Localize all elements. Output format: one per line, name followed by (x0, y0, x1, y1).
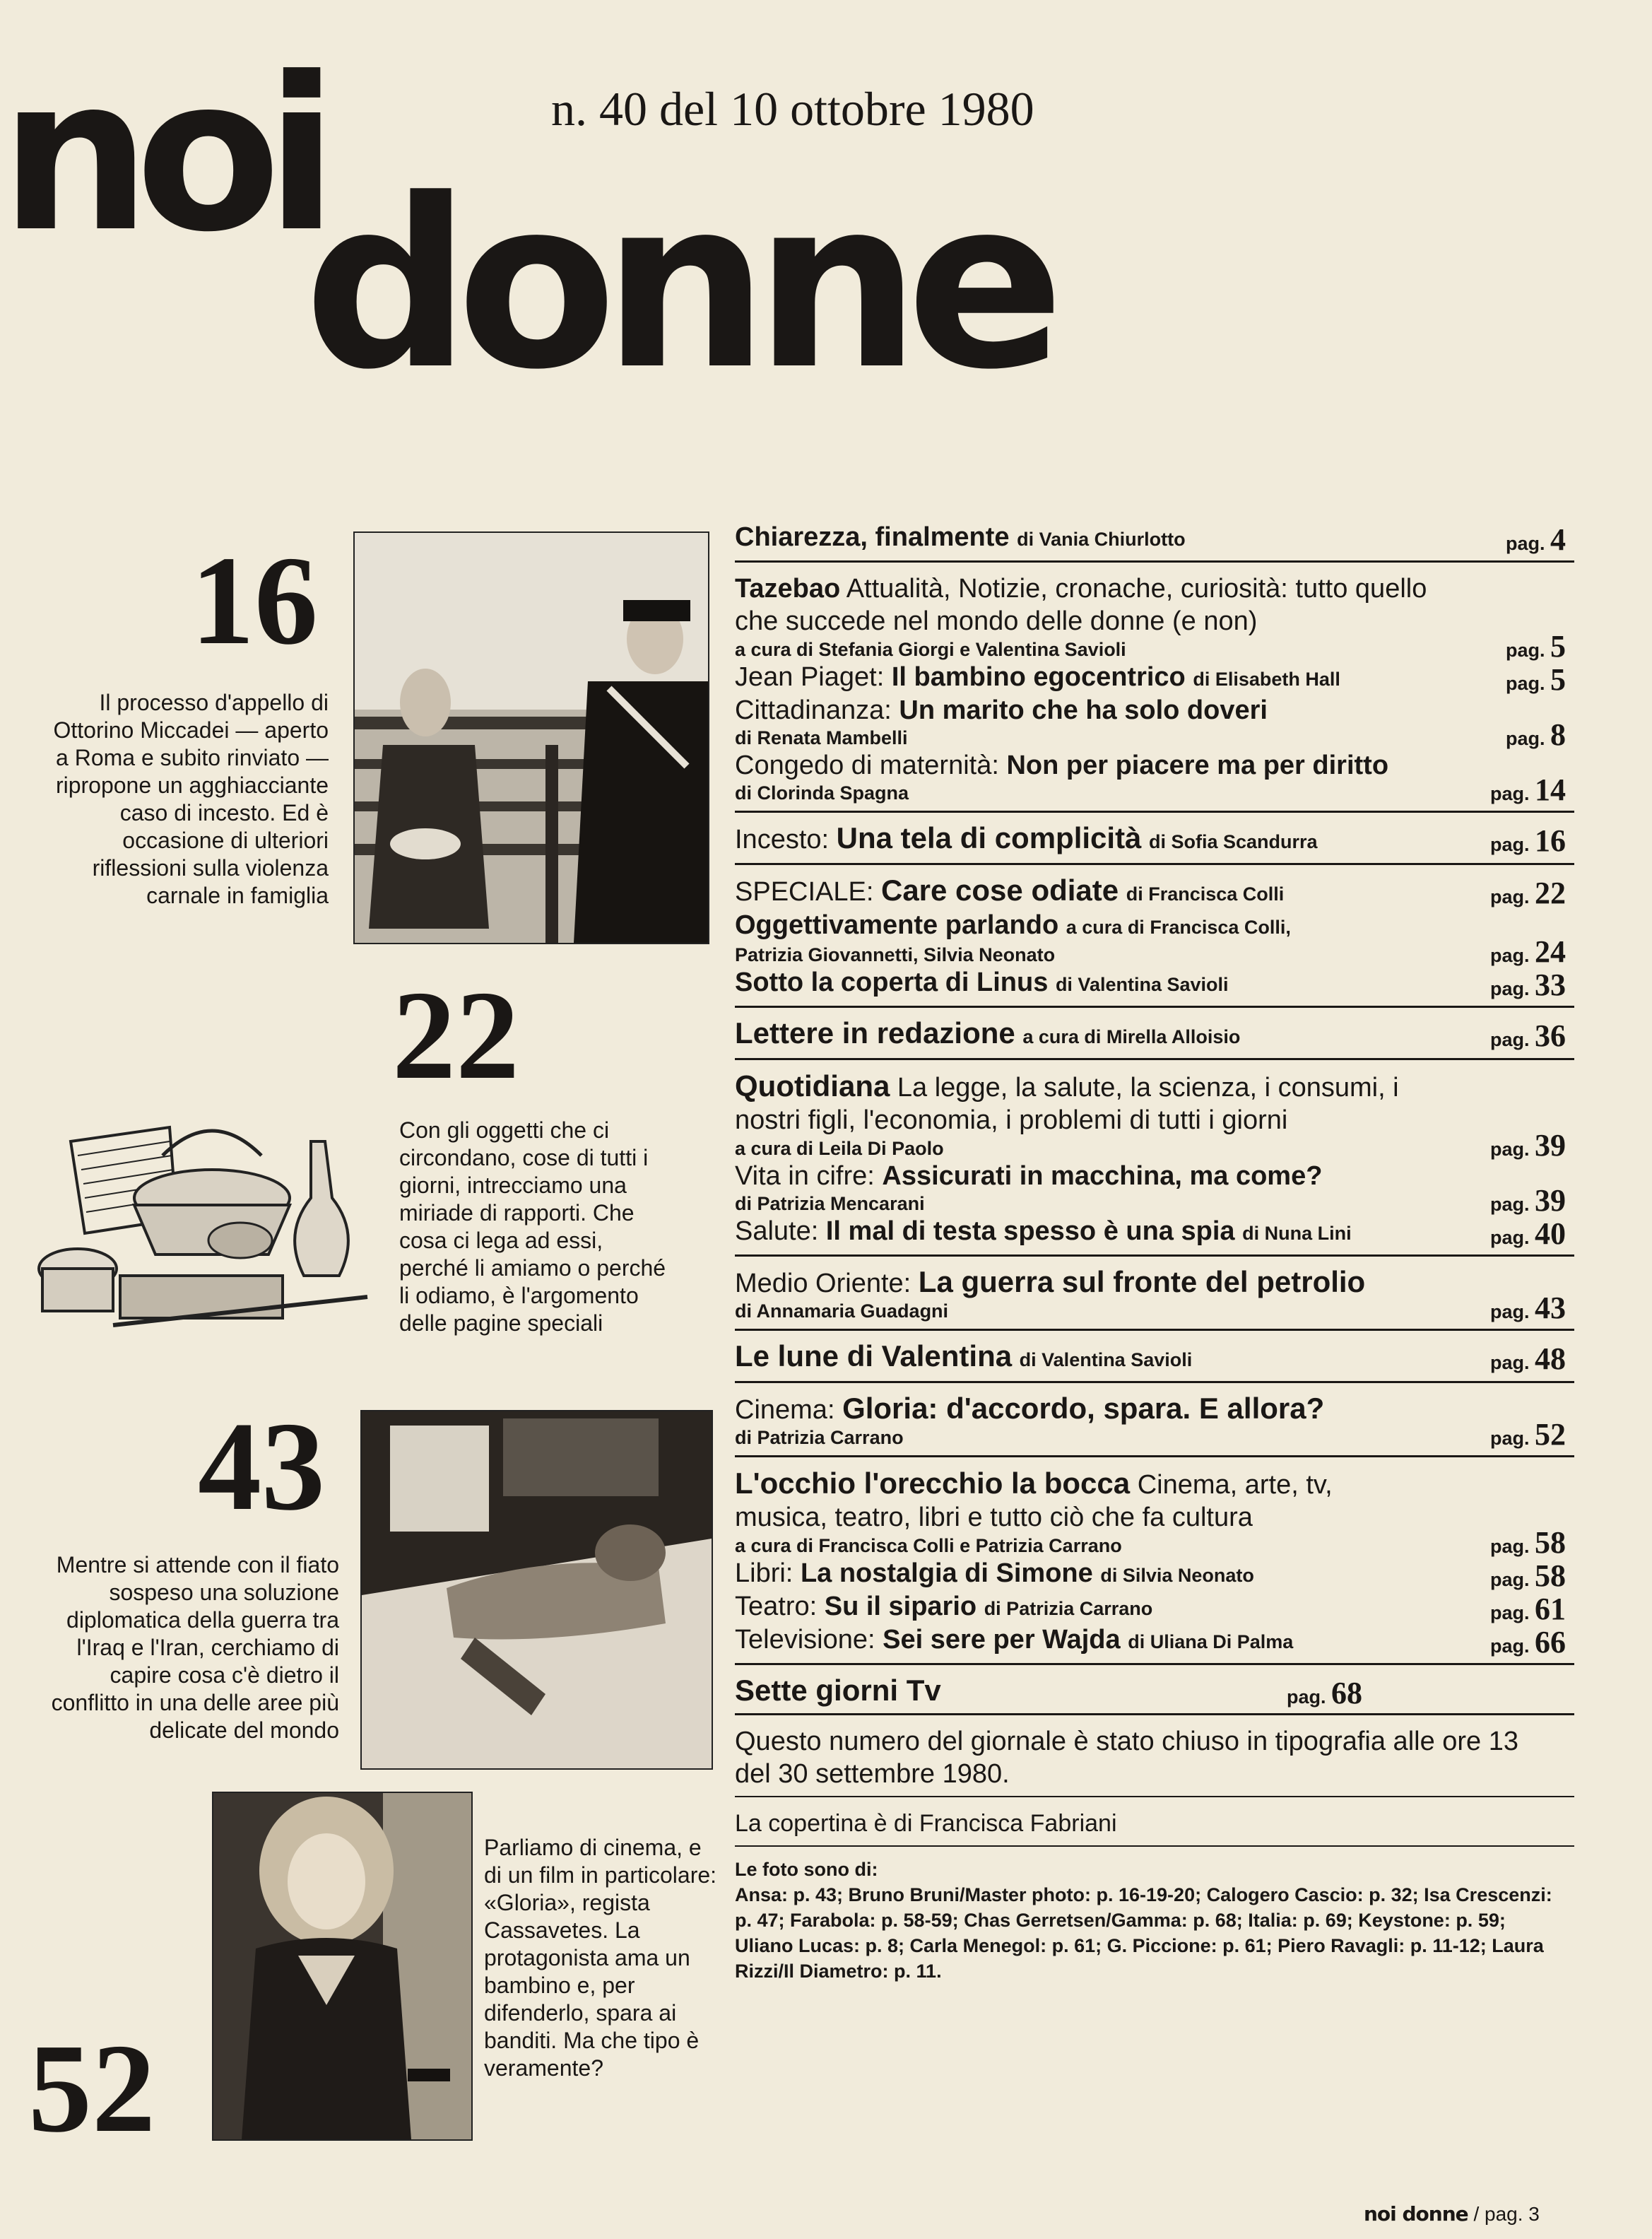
toc-page: pag. 43 (1489, 1291, 1566, 1325)
divider (735, 811, 1574, 813)
toc-title: L'occhio l'orecchio la bocca (735, 1467, 1131, 1500)
toc-page: pag. 14 (1489, 772, 1566, 807)
toc-entry-congedo (735, 750, 1574, 805)
toc-entry-quotidiana (735, 1069, 1574, 1163)
toc-description: Attualità, Notizie, cronache, curiosità: tutto quello che succede nel mondo delle donne (e non) (735, 574, 1427, 636)
toc-author: di Valentina Savioli (1055, 974, 1229, 995)
divider (735, 1329, 1574, 1331)
toc-entry-televisione (735, 1624, 1574, 1657)
toc-entry-linus (735, 967, 1574, 1000)
toc-page: pag. 8 (1505, 717, 1566, 752)
feature-number-43: 43 (198, 1396, 325, 1536)
toc-page: pag. 33 (1489, 968, 1566, 1002)
feature-caption-22: Con gli oggetti che ci circondano, cose di tutti i giorni, intrecciamo una miriade di rapporti. Che cosa ci lega ad essi, perché li amiamo o perché li odiamo, è l'argomento delle pagine speciali (399, 1117, 666, 1336)
toc-page: pag. 16 (1489, 823, 1566, 858)
cover-credit: La copertina è di Francisca Fabriani (735, 1810, 1117, 1837)
gloria-photo (212, 1792, 473, 2141)
toc-title: Quotidiana (735, 1069, 890, 1103)
toc-entry-cinema (735, 1393, 1574, 1450)
toc-entry-sette-giorni (735, 1675, 1574, 1708)
closing-note: Questo numero del giornale è stato chiuso in tipografia alle ore 13 del 30 settembre 1980. (735, 1727, 1519, 1789)
toc-author: di Nuna Lini (1242, 1223, 1352, 1244)
toc-rubric: Cittadinanza: (735, 695, 892, 725)
toc-title: Gloria: d'accordo, spara. E allora? (842, 1392, 1325, 1425)
toc-author: a cura di Mirella Alloisio (1022, 1026, 1241, 1047)
toc-title: Lettere in redazione (735, 1016, 1015, 1050)
toc-rubric: Televisione: (735, 1625, 875, 1655)
toc-rubric: Cinema: (735, 1395, 835, 1425)
toc-entry-oggettivamente (735, 910, 1574, 967)
toc-author: di Annamaria Guadagni (735, 1300, 949, 1322)
toc-rubric: Libri: (735, 1558, 793, 1588)
toc-entry-tazebao (735, 572, 1574, 662)
toc-entry-medio-oriente (735, 1267, 1574, 1323)
divider (735, 1845, 1574, 1847)
toc-page: pag. 52 (1489, 1417, 1566, 1452)
feature-number-16: 16 (191, 530, 318, 671)
toc-entry-occhio (735, 1467, 1574, 1558)
feature-number-52: 52 (28, 2018, 155, 2158)
toc-description: La legge, la salute, la scienza, i consumi, i nostri figli, l'economia, i problemi di tutti i giorni (735, 1073, 1399, 1135)
still-life-engraving (28, 1113, 382, 1332)
feature-number-22: 22 (392, 965, 519, 1105)
divider (735, 1796, 1574, 1797)
toc-title: Non per piacere ma per diritto (1006, 751, 1389, 780)
divider (735, 1254, 1574, 1257)
toc-title: Il mal di testa spesso è una spia (825, 1216, 1235, 1246)
toc-rubric: Incesto: (735, 825, 830, 854)
toc-author: a cura di Stefania Giorgi e Valentina Savioli (735, 639, 1126, 660)
toc-title: Chiarezza, finalmente (735, 522, 1010, 552)
toc-page: pag. 68 (1286, 1676, 1362, 1710)
toc-title: Una tela di complicità (836, 821, 1142, 854)
toc-author: di Vania Chiurlotto (1017, 529, 1186, 550)
wounded-man-photo-illustration (362, 1411, 712, 1768)
toc-title: Sotto la coperta di Linus (735, 968, 1049, 997)
toc-rubric: Medio Oriente: (735, 1269, 911, 1298)
toc-page: pag. 61 (1489, 1592, 1566, 1626)
feature-caption-43: Mentre si attende con il fiato sospeso una soluzione diplomatica della guerra tra l'Iraq e l'Iran, cerchiamo di capire cosa c'è dietro il conflitto in una delle aree più delicate del mondo (51, 1552, 339, 1743)
toc-entry-salute (735, 1216, 1574, 1249)
toc-title: Care cose odiate (880, 874, 1119, 907)
toc-page: pag. 58 (1489, 1558, 1566, 1593)
divider (735, 1713, 1574, 1715)
toc-entry-lettere (735, 1018, 1574, 1052)
trial-photo (353, 531, 709, 944)
toc-page: pag. 22 (1489, 876, 1566, 910)
toc-title: Oggettivamente parlando (735, 910, 1059, 940)
page-footer (1364, 2202, 1540, 2226)
toc-page: pag. 4 (1505, 522, 1566, 557)
toc-rubric: Jean Piaget: (735, 662, 885, 692)
toc-author: a cura di Francisca Colli e Patrizia Carrano (735, 1535, 1122, 1556)
toc-entry-libri (735, 1558, 1574, 1591)
toc-author: di Valentina Savioli (1019, 1349, 1193, 1370)
toc-entry-incesto (735, 823, 1574, 857)
toc-description: Cinema, arte, tv, musica, teatro, libri e tutto ciò che fa cultura (735, 1470, 1333, 1532)
toc-author: a cura di Francisca Colli, (1066, 917, 1291, 938)
toc-entry-piaget (735, 662, 1574, 695)
masthead-noi: noi (0, 32, 323, 278)
masthead-donne: donne (304, 149, 1051, 421)
toc-author: di Patrizia Mencarani (735, 1193, 925, 1214)
toc-author: di Patrizia Carrano (735, 1427, 904, 1448)
toc-title: Sei sere per Wajda (883, 1625, 1121, 1655)
toc-entry-vita-in-cifre (735, 1160, 1574, 1216)
toc-page: pag. 48 (1489, 1341, 1566, 1376)
table-of-contents (735, 522, 1574, 1984)
toc-page: pag. 40 (1489, 1216, 1566, 1251)
toc-rubric: Vita in cifre: (735, 1161, 875, 1191)
toc-title: Tazebao (735, 574, 841, 604)
toc-author: di Patrizia Carrano (984, 1598, 1153, 1619)
toc-page: pag. 5 (1505, 662, 1566, 697)
toc-page: pag. 58 (1489, 1525, 1566, 1560)
issue-line: n. 40 del 10 ottobre 1980 (551, 82, 1034, 136)
feature-caption-16: Il processo d'appello di Ottorino Miccadei — aperto a Roma e subito rinviato — ripropone un agghiacciante caso di incesto. Ed è occasione di ulteriori riflessioni sulla violenza carnale in famiglia (53, 690, 329, 908)
toc-page: pag. 24 (1489, 934, 1566, 969)
toc-entry-speciale (735, 875, 1574, 910)
toc-author: di Elisabeth Hall (1193, 669, 1340, 690)
war-photo (360, 1410, 713, 1770)
toc-title: La nostalgia di Simone (800, 1558, 1093, 1588)
toc-author: di Renata Mambelli (735, 727, 908, 748)
footer-page-number: / pag. 3 (1473, 2203, 1540, 2225)
divider (735, 560, 1574, 563)
toc-title: Su il sipario (824, 1592, 977, 1621)
toc-author: di Silvia Neonato (1100, 1565, 1254, 1586)
footer-logo: noi donne (1364, 2202, 1468, 2226)
feature-caption-52: Parliamo di cinema, e di un film in particolare: «Gloria», regista Cassavetes. La protagonista ama un bambino e, per difenderlo, spara ai banditi. Ma che tipo è veramente? (484, 1835, 717, 2081)
toc-title: Un marito che ha solo doveri (899, 695, 1268, 725)
divider (735, 863, 1574, 865)
toc-entry-teatro (735, 1591, 1574, 1624)
divider (735, 1455, 1574, 1457)
toc-title: Assicurati in macchina, ma come? (882, 1161, 1323, 1191)
toc-author-continued: Patrizia Giovannetti, Silvia Neonato (735, 944, 1056, 965)
courtroom-photo-illustration (355, 533, 708, 943)
divider (735, 1058, 1574, 1060)
toc-title: La guerra sul fronte del petrolio (918, 1265, 1366, 1298)
toc-entry-lune (735, 1341, 1574, 1375)
divider (735, 1006, 1574, 1008)
photo-credits-heading: Le foto sono di: (735, 1859, 878, 1880)
toc-author: di Francisca Colli (1126, 883, 1285, 905)
gloria-still-illustration (213, 1793, 471, 2139)
toc-rubric: Teatro: (735, 1592, 818, 1621)
toc-author: a cura di Leila Di Paolo (735, 1138, 944, 1159)
toc-page: pag. 66 (1489, 1625, 1566, 1659)
objects-illustration (28, 1113, 382, 1332)
divider (735, 1663, 1574, 1665)
photo-credits: Ansa: p. 43; Bruno Bruni/Master photo: p. 16-19-20; Calogero Cascio: p. 32; Isa Crescenzi: p. 47; Farabola: p. 58-59; Chas Gerretsen/Gamma: p. 68; Italia: p. 69; Keystone: p. 59; Uliano Lucas: p. 8; Carla Menegol: p. 61; G. Piccione: p. 61; Piero Ravagli: p. 11-12; Laura Rizzi/Il Diametro: p. 11. (735, 1884, 1552, 1982)
toc-rubric: Salute: (735, 1216, 819, 1246)
toc-title: Il bambino egocentrico (891, 662, 1186, 692)
toc-entry-chiarezza (735, 522, 1574, 555)
toc-page: pag. 36 (1489, 1018, 1566, 1053)
divider (735, 1381, 1574, 1383)
toc-author: di Uliana Di Palma (1128, 1631, 1294, 1652)
toc-rubric: SPECIALE: (735, 877, 874, 907)
toc-page: pag. 39 (1489, 1183, 1566, 1218)
toc-rubric: Congedo di maternità: (735, 751, 999, 780)
toc-title: Sette giorni Tv (735, 1674, 941, 1707)
toc-author: di Sofia Scandurra (1148, 831, 1318, 852)
toc-title: Le lune di Valentina (735, 1339, 1013, 1373)
toc-author: di Clorinda Spagna (735, 782, 909, 804)
toc-page: pag. 5 (1505, 629, 1566, 664)
toc-page: pag. 39 (1489, 1128, 1566, 1163)
toc-entry-cittadinanza (735, 695, 1574, 750)
